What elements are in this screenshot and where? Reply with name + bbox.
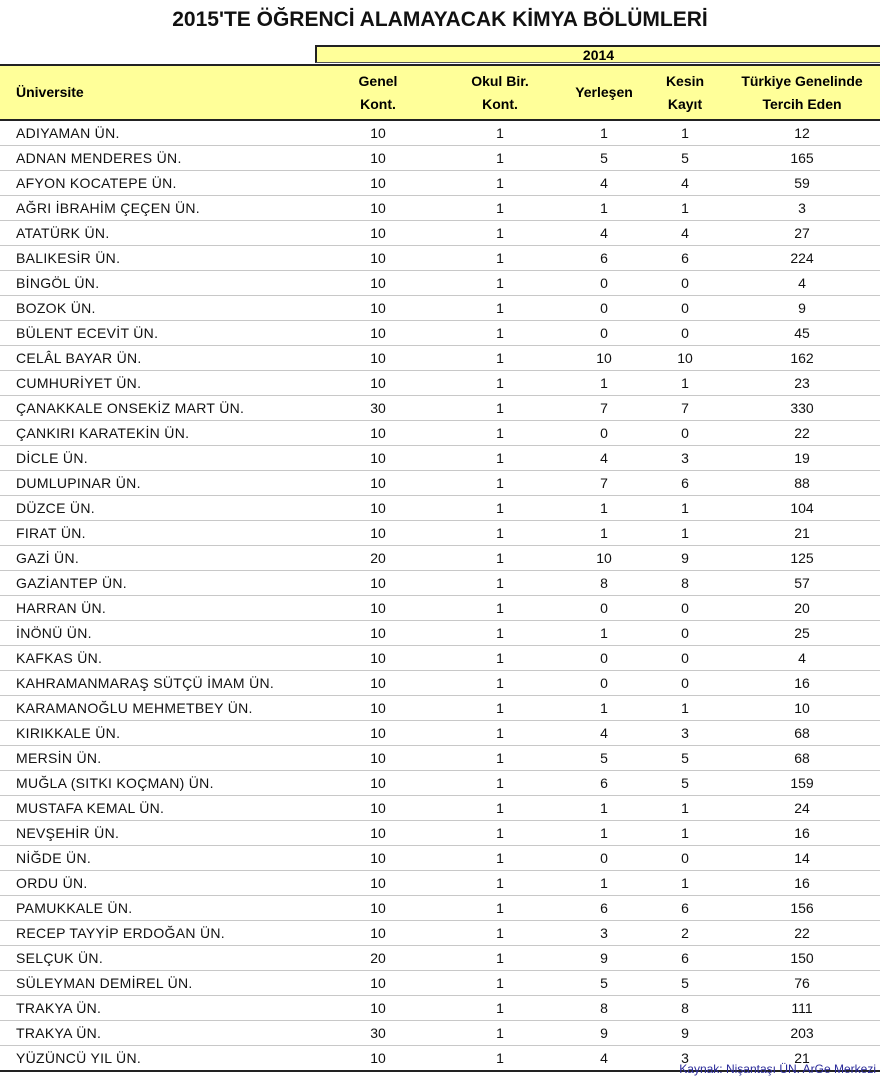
university-cell: TRAKYA ÜN. [0, 1021, 318, 1046]
genel-kont-cell: 10 [318, 471, 438, 496]
year-header: 2014 [315, 45, 880, 63]
kesin-kayit-cell: 0 [646, 646, 724, 671]
university-cell: NİĞDE ÜN. [0, 846, 318, 871]
yerlesen-cell: 3 [562, 921, 646, 946]
table-row [0, 796, 880, 821]
tercih-eden-cell: 4 [724, 271, 880, 296]
yerlesen-cell: 6 [562, 771, 646, 796]
tercih-eden-cell: 9 [724, 296, 880, 321]
okul-kont-cell: 1 [438, 996, 562, 1021]
kesin-kayit-cell: 5 [646, 971, 724, 996]
genel-kont-cell: 10 [318, 1046, 438, 1072]
genel-kont-cell: 10 [318, 921, 438, 946]
genel-kont-cell: 10 [318, 996, 438, 1021]
okul-kont-cell: 1 [438, 120, 562, 146]
university-cell: ÇANAKKALE ONSEKİZ MART ÜN. [0, 396, 318, 421]
okul-kont-cell: 1 [438, 146, 562, 171]
kesin-kayit-cell: 8 [646, 996, 724, 1021]
okul-kont-cell: 1 [438, 296, 562, 321]
tercih-eden-cell: 330 [724, 396, 880, 421]
tercih-eden-cell: 150 [724, 946, 880, 971]
kesin-kayit-cell: 0 [646, 846, 724, 871]
yerlesen-cell: 8 [562, 571, 646, 596]
yerlesen-cell: 10 [562, 346, 646, 371]
okul-kont-cell: 1 [438, 546, 562, 571]
kesin-kayit-cell: 0 [646, 296, 724, 321]
kesin-kayit-cell: 3 [646, 1046, 724, 1072]
university-cell: ATATÜRK ÜN. [0, 221, 318, 246]
table-row [0, 771, 880, 796]
kesin-kayit-cell: 1 [646, 871, 724, 896]
university-cell: DUMLUPINAR ÜN. [0, 471, 318, 496]
genel-kont-cell: 10 [318, 371, 438, 396]
kesin-kayit-cell: 1 [646, 371, 724, 396]
genel-kont-cell: 10 [318, 446, 438, 471]
genel-kont-cell: 10 [318, 521, 438, 546]
genel-kont-cell: 10 [318, 271, 438, 296]
tercih-eden-cell: 111 [724, 996, 880, 1021]
kesin-kayit-cell: 6 [646, 471, 724, 496]
okul-kont-cell: 1 [438, 521, 562, 546]
okul-kont-cell: 1 [438, 221, 562, 246]
tercih-eden-cell: 16 [724, 671, 880, 696]
header-tercih-eden [724, 65, 880, 120]
tercih-eden-cell: 21 [724, 1046, 880, 1072]
genel-kont-cell: 10 [318, 846, 438, 871]
yerlesen-cell: 6 [562, 896, 646, 921]
table-row [0, 296, 880, 321]
table-row [0, 671, 880, 696]
genel-kont-cell: 10 [318, 596, 438, 621]
tercih-eden-cell: 16 [724, 871, 880, 896]
header-text: Türkiye Genelinde [741, 72, 863, 89]
table-row [0, 371, 880, 396]
okul-kont-cell: 1 [438, 646, 562, 671]
table-row [0, 821, 880, 846]
kesin-kayit-cell: 5 [646, 746, 724, 771]
okul-kont-cell: 1 [438, 971, 562, 996]
genel-kont-cell: 10 [318, 571, 438, 596]
kesin-kayit-cell: 9 [646, 546, 724, 571]
table-row [0, 746, 880, 771]
okul-kont-cell: 1 [438, 196, 562, 221]
table-row [0, 221, 880, 246]
header-text: Okul Bir. [471, 72, 529, 89]
table-row [0, 946, 880, 971]
okul-kont-cell: 1 [438, 621, 562, 646]
university-cell: NEVŞEHİR ÜN. [0, 821, 318, 846]
tercih-eden-cell: 68 [724, 746, 880, 771]
genel-kont-cell: 30 [318, 396, 438, 421]
genel-kont-cell: 10 [318, 146, 438, 171]
table-row [0, 396, 880, 421]
tercih-eden-cell: 22 [724, 921, 880, 946]
table-row [0, 846, 880, 871]
okul-kont-cell: 1 [438, 896, 562, 921]
tercih-eden-cell: 165 [724, 146, 880, 171]
table-row [0, 621, 880, 646]
header-text: Tercih Eden [762, 95, 842, 112]
genel-kont-cell: 20 [318, 546, 438, 571]
genel-kont-cell: 10 [318, 771, 438, 796]
yerlesen-cell: 1 [562, 521, 646, 546]
kesin-kayit-cell: 1 [646, 496, 724, 521]
university-cell: RECEP TAYYİP ERDOĞAN ÜN. [0, 921, 318, 946]
okul-kont-cell: 1 [438, 846, 562, 871]
genel-kont-cell: 10 [318, 896, 438, 921]
kesin-kayit-cell: 10 [646, 346, 724, 371]
tercih-eden-cell: 45 [724, 321, 880, 346]
tercih-eden-cell: 68 [724, 721, 880, 746]
header-okul-bir-kont [438, 65, 562, 120]
university-cell: FIRAT ÜN. [0, 521, 318, 546]
yerlesen-cell: 7 [562, 396, 646, 421]
okul-kont-cell: 1 [438, 746, 562, 771]
university-cell: KAHRAMANMARAŞ SÜTÇÜ İMAM ÜN. [0, 671, 318, 696]
kesin-kayit-cell: 0 [646, 271, 724, 296]
table-row [0, 596, 880, 621]
table-row [0, 696, 880, 721]
okul-kont-cell: 1 [438, 821, 562, 846]
table-row [0, 921, 880, 946]
header-text: Kont. [360, 95, 396, 112]
header-kesin-kayit [646, 65, 724, 120]
tercih-eden-cell: 25 [724, 621, 880, 646]
university-cell: SÜLEYMAN DEMİREL ÜN. [0, 971, 318, 996]
okul-kont-cell: 1 [438, 946, 562, 971]
tercih-eden-cell: 23 [724, 371, 880, 396]
university-cell: YÜZÜNCÜ YIL ÜN. [0, 1046, 318, 1072]
university-cell: GAZİ ÜN. [0, 546, 318, 571]
kesin-kayit-cell: 0 [646, 621, 724, 646]
kesin-kayit-cell: 8 [646, 571, 724, 596]
university-cell: MUSTAFA KEMAL ÜN. [0, 796, 318, 821]
yerlesen-cell: 4 [562, 221, 646, 246]
genel-kont-cell: 10 [318, 296, 438, 321]
yerlesen-cell: 4 [562, 171, 646, 196]
yerlesen-cell: 1 [562, 371, 646, 396]
okul-kont-cell: 1 [438, 321, 562, 346]
header-text: Kont. [482, 95, 518, 112]
university-cell: CUMHURİYET ÜN. [0, 371, 318, 396]
yerlesen-cell: 8 [562, 996, 646, 1021]
genel-kont-cell: 10 [318, 646, 438, 671]
header-genel-kont [318, 65, 438, 120]
header-text: Genel [358, 72, 398, 89]
yerlesen-cell: 1 [562, 821, 646, 846]
university-cell: DÜZCE ÜN. [0, 496, 318, 521]
okul-kont-cell: 1 [438, 571, 562, 596]
genel-kont-cell: 10 [318, 321, 438, 346]
table-row [0, 446, 880, 471]
kesin-kayit-cell: 7 [646, 396, 724, 421]
university-cell: MERSİN ÜN. [0, 746, 318, 771]
yerlesen-cell: 5 [562, 971, 646, 996]
genel-kont-cell: 10 [318, 246, 438, 271]
university-cell: DİCLE ÜN. [0, 446, 318, 471]
genel-kont-cell: 10 [318, 821, 438, 846]
genel-kont-cell: 10 [318, 496, 438, 521]
university-cell: CELÂL BAYAR ÜN. [0, 346, 318, 371]
genel-kont-cell: 10 [318, 971, 438, 996]
university-cell: BOZOK ÜN. [0, 296, 318, 321]
table-row [0, 571, 880, 596]
tercih-eden-cell: 22 [724, 421, 880, 446]
yerlesen-cell: 0 [562, 296, 646, 321]
university-cell: İNÖNÜ ÜN. [0, 621, 318, 646]
university-cell: AFYON KOCATEPE ÜN. [0, 171, 318, 196]
table-row [0, 996, 880, 1021]
okul-kont-cell: 1 [438, 696, 562, 721]
yerlesen-cell: 1 [562, 120, 646, 146]
genel-kont-cell: 10 [318, 171, 438, 196]
university-cell: PAMUKKALE ÜN. [0, 896, 318, 921]
tercih-eden-cell: 27 [724, 221, 880, 246]
kesin-kayit-cell: 0 [646, 671, 724, 696]
header-yerlesen: Yerleşen [562, 65, 646, 120]
table-row [0, 896, 880, 921]
yerlesen-cell: 0 [562, 596, 646, 621]
table-row [0, 421, 880, 446]
tercih-eden-cell: 19 [724, 446, 880, 471]
university-cell: TRAKYA ÜN. [0, 996, 318, 1021]
kesin-kayit-cell: 6 [646, 246, 724, 271]
university-cell: ADIYAMAN ÜN. [0, 120, 318, 146]
kesin-kayit-cell: 3 [646, 446, 724, 471]
tercih-eden-cell: 88 [724, 471, 880, 496]
university-cell: AĞRI İBRAHİM ÇEÇEN ÜN. [0, 196, 318, 221]
kesin-kayit-cell: 5 [646, 146, 724, 171]
table-row [0, 246, 880, 271]
okul-kont-cell: 1 [438, 346, 562, 371]
tercih-eden-cell: 16 [724, 821, 880, 846]
tercih-eden-cell: 159 [724, 771, 880, 796]
yerlesen-cell: 9 [562, 946, 646, 971]
header-text: Kesin [665, 72, 705, 89]
kesin-kayit-cell: 1 [646, 696, 724, 721]
tercih-eden-cell: 20 [724, 596, 880, 621]
yerlesen-cell: 0 [562, 321, 646, 346]
yerlesen-cell: 0 [562, 271, 646, 296]
genel-kont-cell: 10 [318, 746, 438, 771]
university-cell: KIRIKKALE ÜN. [0, 721, 318, 746]
university-cell: ÇANKIRI KARATEKİN ÜN. [0, 421, 318, 446]
yerlesen-cell: 0 [562, 846, 646, 871]
university-cell: GAZİANTEP ÜN. [0, 571, 318, 596]
okul-kont-cell: 1 [438, 271, 562, 296]
genel-kont-cell: 10 [318, 796, 438, 821]
okul-kont-cell: 1 [438, 496, 562, 521]
yerlesen-cell: 5 [562, 746, 646, 771]
yerlesen-cell: 0 [562, 671, 646, 696]
okul-kont-cell: 1 [438, 1046, 562, 1072]
tercih-eden-cell: 104 [724, 496, 880, 521]
kesin-kayit-cell: 5 [646, 771, 724, 796]
kesin-kayit-cell: 1 [646, 120, 724, 146]
university-cell: BİNGÖL ÜN. [0, 271, 318, 296]
table-row [0, 971, 880, 996]
yerlesen-cell: 4 [562, 721, 646, 746]
okul-kont-cell: 1 [438, 396, 562, 421]
kesin-kayit-cell: 0 [646, 596, 724, 621]
okul-kont-cell: 1 [438, 446, 562, 471]
genel-kont-cell: 10 [318, 871, 438, 896]
tercih-eden-cell: 4 [724, 646, 880, 671]
yerlesen-cell: 10 [562, 546, 646, 571]
tercih-eden-cell: 12 [724, 120, 880, 146]
genel-kont-cell: 10 [318, 120, 438, 146]
yerlesen-cell: 1 [562, 196, 646, 221]
table-body [0, 120, 880, 1071]
tercih-eden-cell: 59 [724, 171, 880, 196]
table-row [0, 521, 880, 546]
tercih-eden-cell: 14 [724, 846, 880, 871]
genel-kont-cell: 10 [318, 346, 438, 371]
tercih-eden-cell: 21 [724, 521, 880, 546]
kesin-kayit-cell: 1 [646, 821, 724, 846]
yerlesen-cell: 0 [562, 421, 646, 446]
okul-kont-cell: 1 [438, 421, 562, 446]
tercih-eden-cell: 76 [724, 971, 880, 996]
tercih-eden-cell: 162 [724, 346, 880, 371]
genel-kont-cell: 10 [318, 221, 438, 246]
okul-kont-cell: 1 [438, 246, 562, 271]
yerlesen-cell: 1 [562, 496, 646, 521]
kesin-kayit-cell: 1 [646, 521, 724, 546]
kesin-kayit-cell: 3 [646, 721, 724, 746]
university-cell: SELÇUK ÜN. [0, 946, 318, 971]
table-row [0, 146, 880, 171]
yerlesen-cell: 5 [562, 146, 646, 171]
okul-kont-cell: 1 [438, 171, 562, 196]
header-universite: Üniversite [0, 65, 318, 120]
table-row [0, 646, 880, 671]
table-row [0, 171, 880, 196]
data-table [0, 64, 880, 1072]
okul-kont-cell: 1 [438, 771, 562, 796]
yerlesen-cell: 4 [562, 446, 646, 471]
header-text: Kayıt [667, 95, 703, 112]
university-cell: HARRAN ÜN. [0, 596, 318, 621]
kesin-kayit-cell: 0 [646, 421, 724, 446]
genel-kont-cell: 10 [318, 196, 438, 221]
table-row [0, 346, 880, 371]
tercih-eden-cell: 224 [724, 246, 880, 271]
yerlesen-cell: 1 [562, 621, 646, 646]
kesin-kayit-cell: 1 [646, 196, 724, 221]
tercih-eden-cell: 203 [724, 1021, 880, 1046]
tercih-eden-cell: 3 [724, 196, 880, 221]
table-row [0, 321, 880, 346]
table-row [0, 721, 880, 746]
table-row [0, 871, 880, 896]
tercih-eden-cell: 156 [724, 896, 880, 921]
genel-kont-cell: 10 [318, 421, 438, 446]
yerlesen-cell: 6 [562, 246, 646, 271]
university-cell: ADNAN MENDERES ÜN. [0, 146, 318, 171]
university-cell: BÜLENT ECEVİT ÜN. [0, 321, 318, 346]
kesin-kayit-cell: 1 [646, 796, 724, 821]
okul-kont-cell: 1 [438, 1021, 562, 1046]
kesin-kayit-cell: 4 [646, 171, 724, 196]
table-row [0, 120, 880, 146]
university-cell: KARAMANOĞLU MEHMETBEY ÜN. [0, 696, 318, 721]
yerlesen-cell: 0 [562, 646, 646, 671]
tercih-eden-cell: 10 [724, 696, 880, 721]
table-row [0, 471, 880, 496]
genel-kont-cell: 10 [318, 621, 438, 646]
table-row [0, 1021, 880, 1046]
tercih-eden-cell: 57 [724, 571, 880, 596]
okul-kont-cell: 1 [438, 796, 562, 821]
university-cell: KAFKAS ÜN. [0, 646, 318, 671]
table-row [0, 496, 880, 521]
okul-kont-cell: 1 [438, 471, 562, 496]
table-row [0, 546, 880, 571]
header-row [0, 65, 880, 120]
yerlesen-cell: 4 [562, 1046, 646, 1072]
page-title: 2015'TE ÖĞRENCİ ALAMAYACAK KİMYA BÖLÜMLERİ [172, 8, 708, 31]
yerlesen-cell: 1 [562, 696, 646, 721]
university-cell: BALIKESİR ÜN. [0, 246, 318, 271]
source-note: Kaynak: Nişantaşı ÜN. ArGe Merkezi [679, 1062, 876, 1076]
genel-kont-cell: 10 [318, 671, 438, 696]
okul-kont-cell: 1 [438, 371, 562, 396]
okul-kont-cell: 1 [438, 596, 562, 621]
genel-kont-cell: 10 [318, 721, 438, 746]
genel-kont-cell: 20 [318, 946, 438, 971]
university-cell: MUĞLA (SITKI KOÇMAN) ÜN. [0, 771, 318, 796]
okul-kont-cell: 1 [438, 921, 562, 946]
okul-kont-cell: 1 [438, 871, 562, 896]
kesin-kayit-cell: 4 [646, 221, 724, 246]
kesin-kayit-cell: 2 [646, 921, 724, 946]
kesin-kayit-cell: 9 [646, 1021, 724, 1046]
table-row [0, 196, 880, 221]
yerlesen-cell: 9 [562, 1021, 646, 1046]
university-cell: ORDU ÜN. [0, 871, 318, 896]
tercih-eden-cell: 24 [724, 796, 880, 821]
kesin-kayit-cell: 0 [646, 321, 724, 346]
yerlesen-cell: 7 [562, 471, 646, 496]
yerlesen-cell: 1 [562, 871, 646, 896]
kesin-kayit-cell: 6 [646, 896, 724, 921]
genel-kont-cell: 30 [318, 1021, 438, 1046]
tercih-eden-cell: 125 [724, 546, 880, 571]
okul-kont-cell: 1 [438, 671, 562, 696]
genel-kont-cell: 10 [318, 696, 438, 721]
okul-kont-cell: 1 [438, 721, 562, 746]
kesin-kayit-cell: 6 [646, 946, 724, 971]
table-row [0, 271, 880, 296]
yerlesen-cell: 1 [562, 796, 646, 821]
